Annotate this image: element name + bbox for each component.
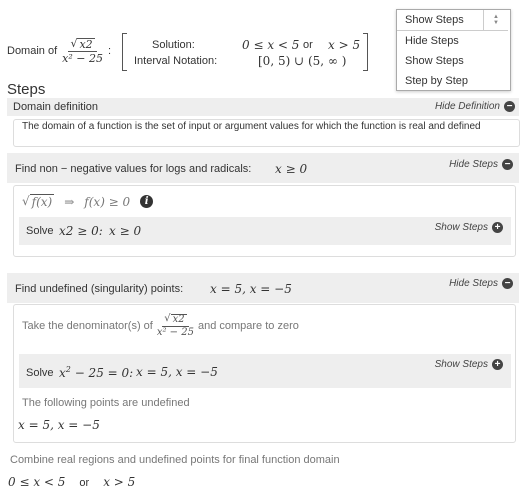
- interval-label: Interval Notation:: [134, 55, 218, 67]
- denominator-fraction: [157, 314, 194, 338]
- sqrt-icon: √: [164, 313, 171, 324]
- denominator-prefix: Take the denominator(s) of: [22, 320, 153, 332]
- solution-right-bracket: [363, 33, 368, 71]
- denominator-text: [22, 314, 299, 338]
- solve-expression: $x^2 - 25 = 0$:: [59, 365, 134, 380]
- section1-show-steps-link[interactable]: Show Steps +: [435, 222, 503, 233]
- minus-circle-icon: −: [502, 159, 513, 170]
- domain-definition-header: [7, 98, 519, 116]
- domain-definition-box: [13, 119, 520, 147]
- combine-result-1: 0 ≤ x < 5: [8, 475, 66, 489]
- minus-circle-icon: −: [502, 278, 513, 289]
- domain-definition-title: Domain definition: [13, 101, 98, 113]
- solve-result: x ≥ 0: [109, 224, 142, 238]
- solve-label: Solve: [26, 367, 54, 379]
- undefined-text: The following points are undefined: [22, 397, 190, 409]
- dropdown-option-step-by-step[interactable]: Step by Step: [405, 75, 468, 87]
- solution-or: or: [303, 39, 313, 51]
- info-icon[interactable]: i: [140, 195, 153, 208]
- interval-value: [0, 5) ∪ (5, ∞ ): [258, 54, 347, 68]
- solution-left-bracket: [122, 33, 127, 71]
- section1-body: [13, 185, 516, 257]
- steps-dropdown[interactable]: [396, 9, 511, 91]
- solve-result: x = 5, x = −5: [136, 365, 218, 379]
- denominator-frac-den: x² − 25: [156, 327, 194, 338]
- section2-show-steps-link[interactable]: Show Steps +: [435, 359, 503, 370]
- radical-rule: [22, 194, 153, 209]
- solve-expression: x2 ≥ 0:: [59, 224, 103, 238]
- dropdown-option-show-steps[interactable]: Show Steps: [405, 55, 464, 67]
- section1-hide-steps-link[interactable]: Hide Steps −: [449, 159, 513, 170]
- header-colon: :: [107, 45, 112, 57]
- implies-arrow: ⇒: [64, 194, 75, 209]
- section2-body: [13, 304, 516, 443]
- denominator-frac-num: x2: [172, 314, 185, 325]
- steps-title: Steps: [7, 81, 46, 98]
- section1-header: [7, 153, 519, 183]
- dropdown-option-hide-steps[interactable]: Hide Steps: [405, 35, 459, 47]
- section1-solve-row: [19, 217, 511, 245]
- domain-of-label: Domain of: [7, 45, 58, 57]
- combine-result-2: x > 5: [103, 475, 136, 489]
- header-domain-title: [7, 38, 111, 64]
- function-fraction: [62, 38, 103, 64]
- minus-circle-icon: −: [504, 101, 515, 112]
- undefined-points: x = 5, x = −5: [18, 418, 100, 432]
- plus-circle-icon: +: [492, 222, 503, 233]
- solution-value-1: 0 ≤ x < 5: [242, 38, 300, 52]
- combine-or: or: [79, 477, 90, 489]
- solve-label: Solve: [26, 225, 54, 237]
- section2-hide-steps-link[interactable]: Hide Steps −: [449, 278, 513, 289]
- sqrt-icon: √: [70, 37, 78, 50]
- combine-text: Combine real regions and undefined points for final function domain: [10, 454, 340, 466]
- section1-condition: x ≥ 0: [275, 162, 308, 176]
- combine-result: [8, 475, 135, 489]
- function-numerator: x2: [79, 38, 93, 51]
- plus-circle-icon: +: [492, 359, 503, 370]
- domain-definition-text: The domain of a function is the set of input or argument values for which the function is real and defined: [22, 121, 481, 132]
- dropdown-arrow-icon[interactable]: ▲ ▼: [483, 10, 508, 30]
- section2-condition: x = 5, x = −5: [210, 282, 292, 296]
- rule-right: f(x) ≥ 0: [84, 194, 131, 209]
- section2-header: [7, 273, 519, 303]
- sqrt-icon: √: [22, 194, 30, 208]
- dropdown-selected-label: Show Steps: [405, 14, 464, 26]
- function-denominator: x² − 25: [62, 52, 103, 65]
- section2-solve-row: [19, 354, 511, 388]
- dropdown-selected[interactable]: [397, 10, 508, 31]
- rule-left: f(x): [31, 195, 53, 209]
- hide-definition-link[interactable]: Hide Definition −: [435, 101, 515, 112]
- section1-title: Find non − negative values for logs and radicals:: [15, 163, 252, 175]
- section2-title: Find undefined (singularity) points:: [15, 283, 184, 295]
- denominator-suffix: and compare to zero: [197, 320, 299, 332]
- solution-label: Solution:: [152, 39, 195, 51]
- solution-value-2: x > 5: [328, 38, 361, 52]
